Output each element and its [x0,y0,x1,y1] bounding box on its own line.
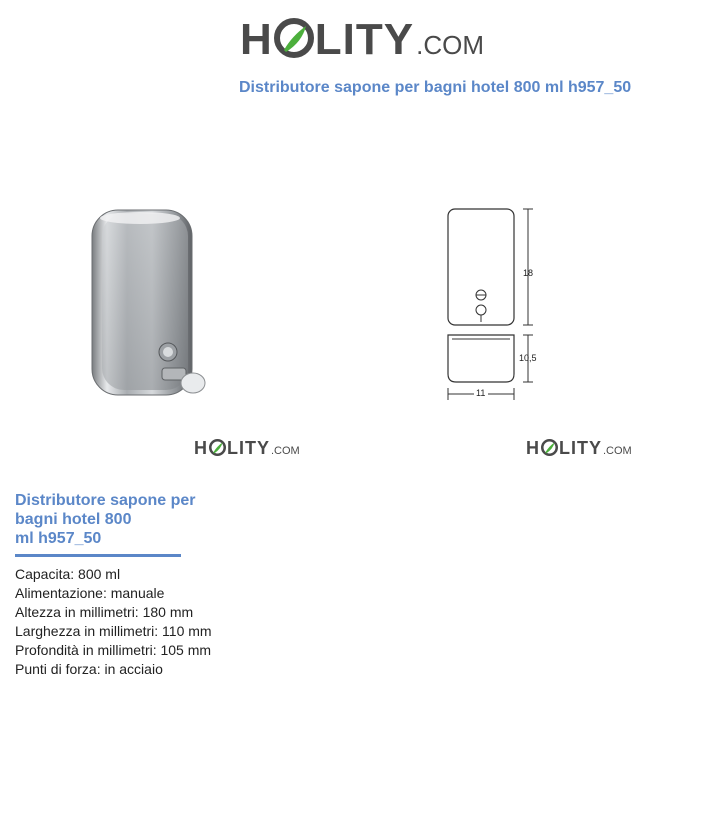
logo-text-prefix: H [526,438,540,458]
logo-text-suffix: LITY [559,438,602,458]
heading-divider [15,554,181,557]
product-heading-line: bagni hotel 800 [15,511,132,528]
drawing-label-height-top: 18 [523,268,534,278]
product-specs-list [15,565,212,679]
logo-text-prefix: H [240,15,273,64]
spec-item: Altezza in millimetri: 180 mm [15,604,194,620]
logo-o-mark-icon [209,439,226,456]
logo-text-suffix: LITY [314,15,415,64]
logo-o-mark-icon [541,439,558,456]
logo-o-mark-icon [274,18,314,58]
logo-text-prefix: H [194,438,208,458]
logo-text-suffix: LITY [227,438,270,458]
product-heading-line: Distributore sapone per [15,492,196,509]
product-heading-line: ml h957_50 [15,530,102,547]
logo-domain: .COM [416,30,484,60]
soap-dispenser-technical-drawing [436,198,554,404]
holity-logo-small [194,437,300,459]
spec-item: Profondità in millimetri: 105 mm [15,642,212,658]
page-title: Distributore sapone per bagni hotel 800 ml h957_50 [239,79,632,96]
spec-item: Larghezza in millimetri: 110 mm [15,623,212,639]
logo-domain: .COM [271,445,300,457]
spec-item: Capacita: 800 ml [15,566,121,582]
holity-logo[interactable] [240,14,484,65]
spec-item: Punti di forza: in acciaio [15,661,163,677]
spec-item: Alimentazione: manuale [15,585,165,601]
drawing-label-width: 11 [476,388,486,398]
holity-logo-small [526,437,632,459]
drawing-label-height-bottom: 10,5 [519,353,537,363]
product-heading [15,491,215,548]
logo-domain: .COM [603,445,632,457]
soap-dispenser-photo [80,200,230,400]
